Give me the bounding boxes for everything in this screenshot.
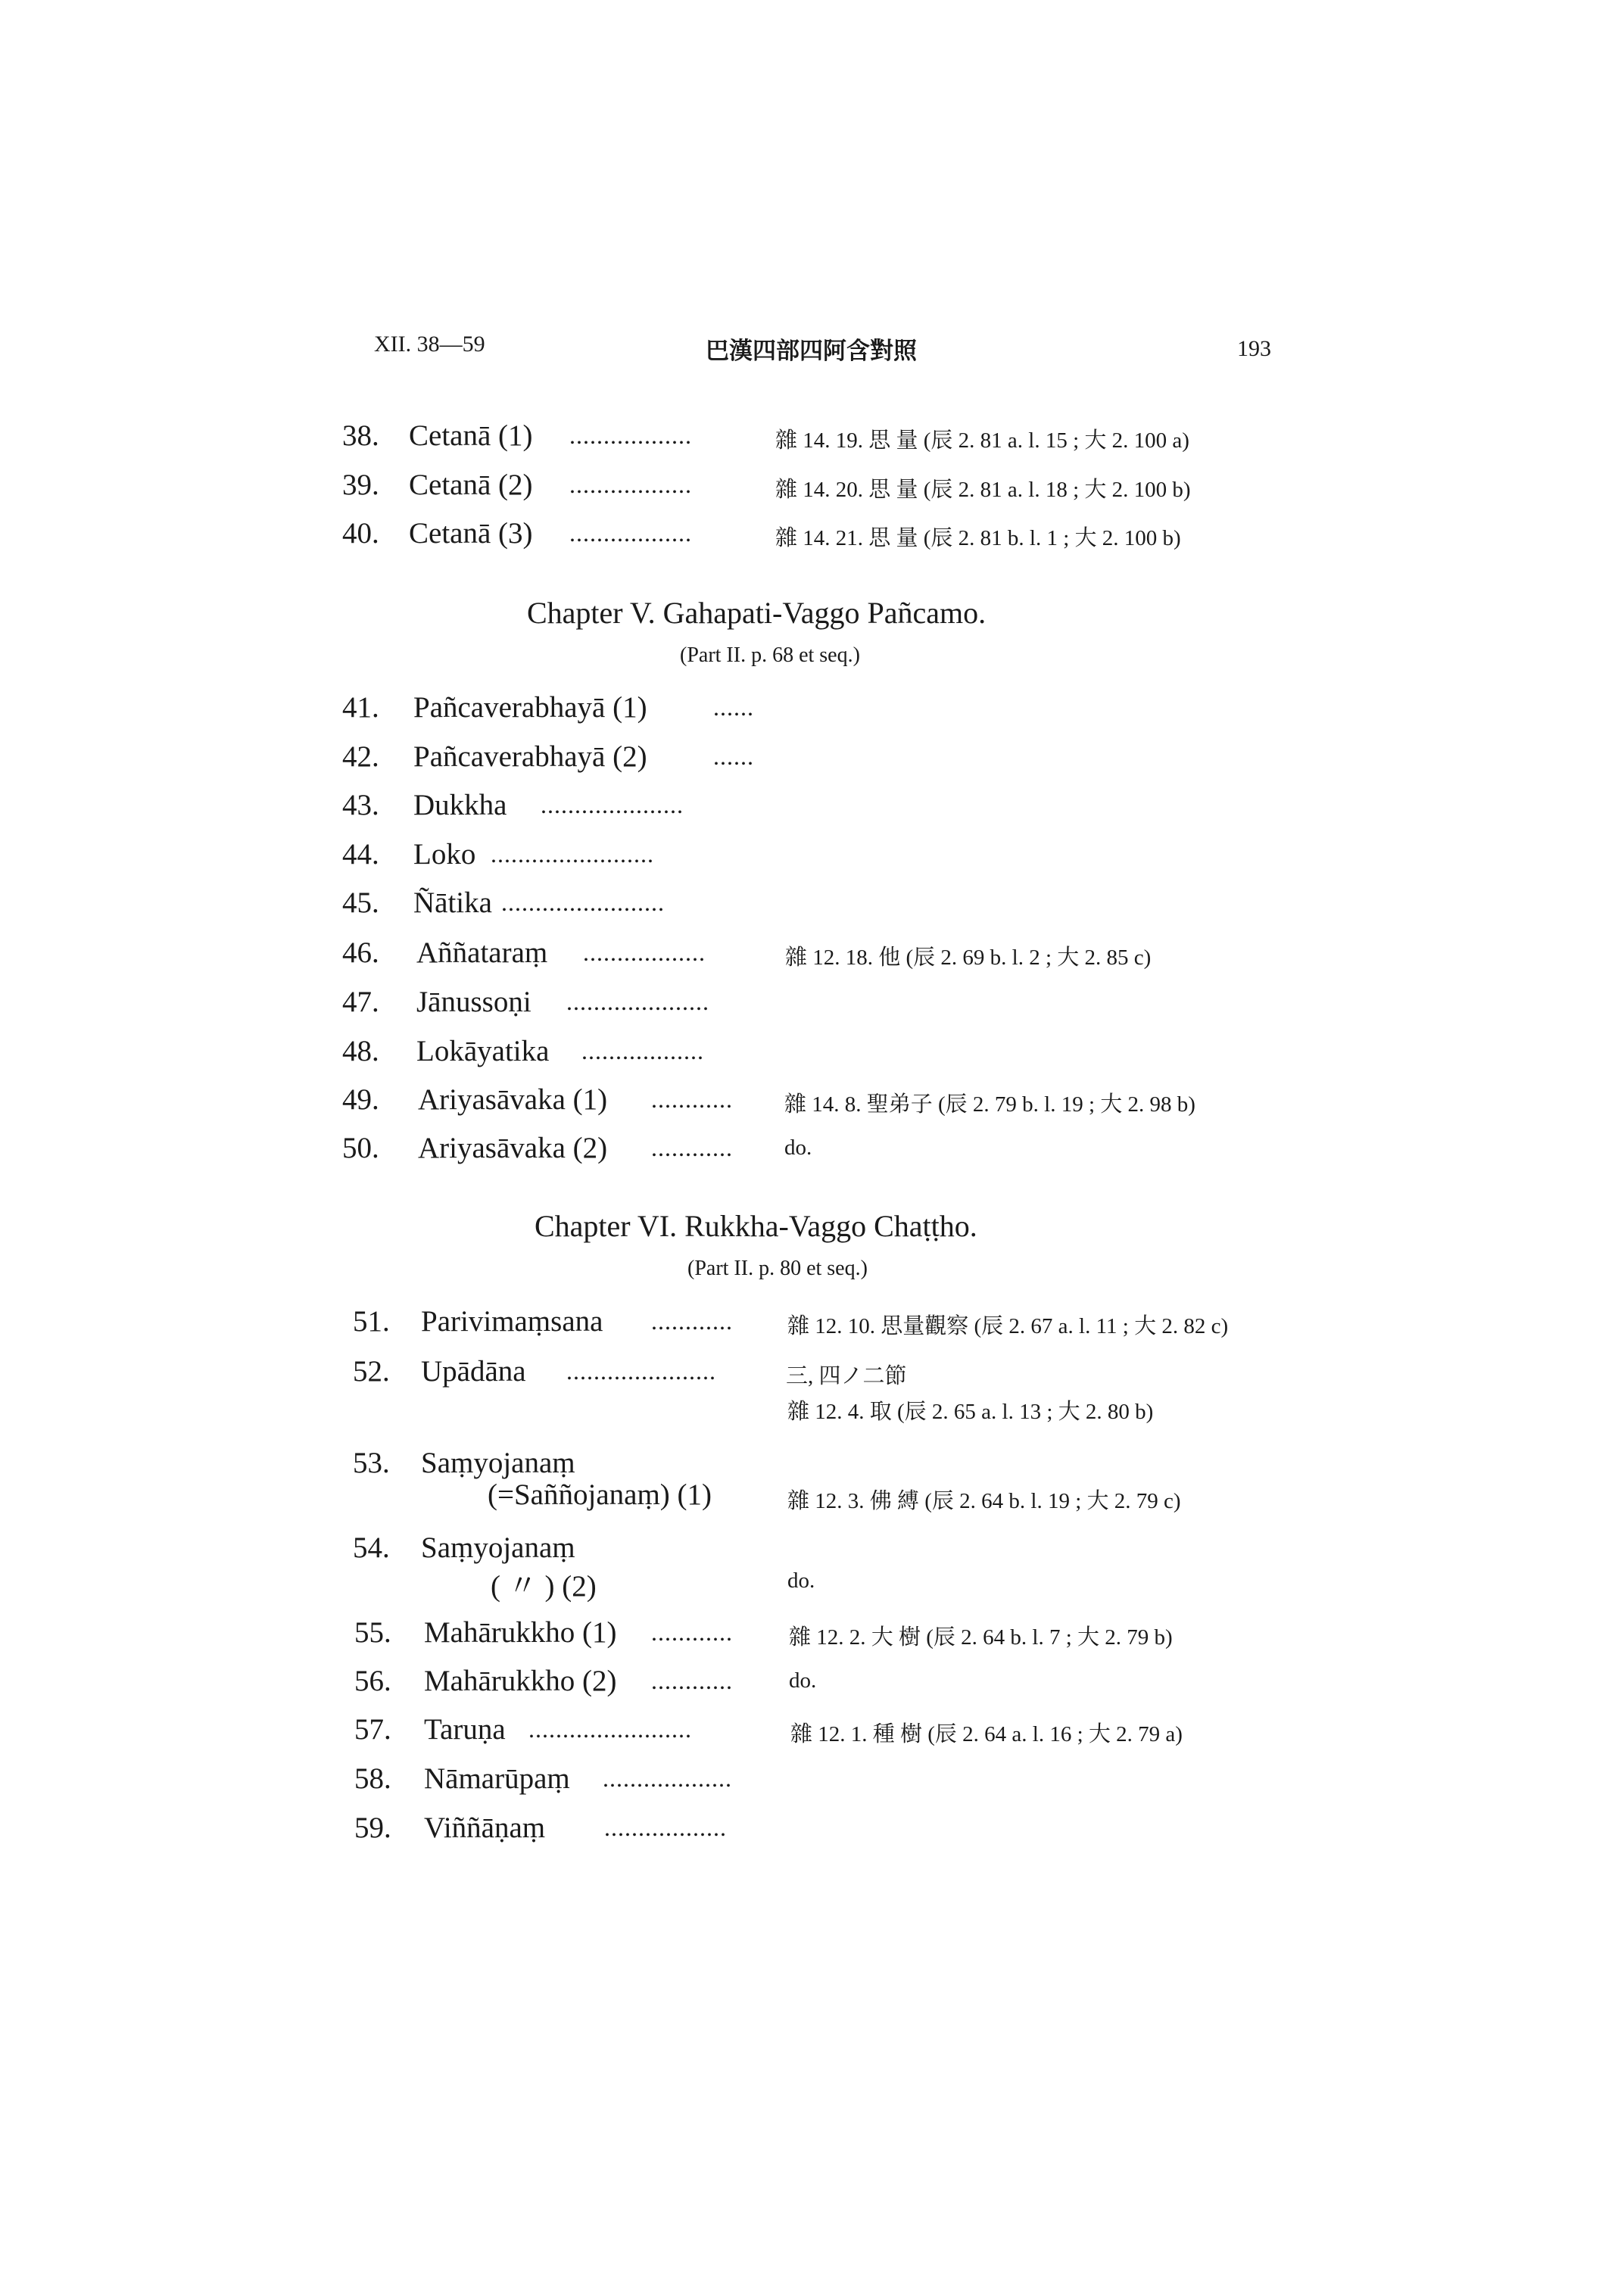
entry-name: Dukkha [413, 789, 507, 821]
entry-number: 39. [342, 469, 379, 501]
leader-dots: ........................ [528, 1715, 692, 1743]
leader-dots: ..................... [541, 791, 684, 818]
leader-dots: ................... [603, 1765, 732, 1792]
entry-name: Nāmarūpaṃ [424, 1762, 570, 1795]
entry-name: Ariyasāvaka (2) [418, 1132, 608, 1164]
leader-dots: ........................ [501, 889, 665, 916]
chapter-part-reference: (Part II. p. 80 et seq.) [687, 1257, 868, 1280]
entry-name: Saṃyojanaṃ [421, 1531, 575, 1564]
running-header-left: XII. 38—59 [374, 332, 485, 357]
leader-dots: ............ [651, 1134, 733, 1161]
entry-number: 49. [342, 1083, 379, 1116]
entry-reference: 雜 12. 1. 種 樹 (辰 2. 64 a. l. 16 ; 大 2. 79 a) [790, 1722, 1183, 1746]
entry-name: Upādāna [421, 1355, 526, 1388]
leader-dots: ............ [651, 1086, 733, 1113]
entry-number: 51. [353, 1305, 390, 1338]
entry-reference: do. [784, 1136, 812, 1160]
leader-dots: ...... [713, 743, 754, 770]
entry-number: 41. [342, 691, 379, 724]
leader-dots: ............ [651, 1618, 733, 1646]
entry-name-continued: (=Saññojanaṃ) (1) [488, 1478, 712, 1511]
entry-number: 38. [342, 419, 379, 452]
entry-number: 42. [342, 740, 379, 773]
entry-number: 46. [342, 936, 379, 969]
running-header-title: 巴漢四部四阿含對照 [706, 338, 917, 365]
entry-reference: 雜 14. 8. 聖弟子 (辰 2. 79 b. l. 19 ; 大 2. 98 b) [784, 1092, 1195, 1117]
chapter-part-reference: (Part II. p. 68 et seq.) [680, 643, 860, 667]
entry-name: Ariyasāvaka (1) [418, 1083, 608, 1116]
leader-dots: ..................... [566, 988, 709, 1015]
entry-name: Pañcaverabhayā (2) [413, 740, 647, 773]
entry-number: 52. [353, 1355, 390, 1388]
leader-dots: .................. [581, 1037, 704, 1064]
entry-reference-continued: 雜 12. 4. 取 (辰 2. 65 a. l. 13 ; 大 2. 80 b) [787, 1400, 1154, 1424]
entry-reference: 雜 12. 18. 他 (辰 2. 69 b. l. 2 ; 大 2. 85 c) [785, 946, 1152, 970]
entry-number: 59. [354, 1812, 391, 1844]
entry-name: Saṃyojanaṃ [421, 1447, 575, 1479]
leader-dots: ...................... [566, 1357, 716, 1385]
entry-reference: 雜 12. 10. 思量觀察 (辰 2. 67 a. l. 11 ; 大 2. 82 c) [787, 1314, 1229, 1338]
entry-reference: 雜 14. 19. 思 量 (辰 2. 81 a. l. 15 ; 大 2. 100 a) [775, 428, 1189, 453]
leader-dots: .................. [569, 519, 692, 547]
entry-name: Taruṇa [424, 1713, 506, 1746]
entry-number: 56. [354, 1665, 391, 1697]
entry-name: Cetanā (3) [409, 517, 533, 550]
entry-number: 44. [342, 838, 379, 871]
leader-dots: ........................ [491, 840, 654, 868]
leader-dots: .................. [569, 422, 692, 449]
entry-reference: do. [787, 1569, 815, 1593]
entry-number: 45. [342, 886, 379, 919]
entry-name: Cetanā (2) [409, 469, 533, 501]
entry-name: Viññāṇaṃ [424, 1812, 546, 1844]
entry-number: 47. [342, 986, 379, 1018]
entry-number: 50. [342, 1132, 379, 1164]
page-number: 193 [1237, 336, 1271, 361]
entry-number: 58. [354, 1762, 391, 1795]
entry-name: Aññataraṃ [416, 936, 548, 969]
leader-dots: ...... [713, 693, 754, 721]
entry-name-continued: ( 〃 ) (2) [491, 1570, 597, 1603]
entry-reference: 雜 12. 2. 大 樹 (辰 2. 64 b. l. 7 ; 大 2. 79 b) [789, 1625, 1173, 1650]
entry-name: Mahārukkho (1) [424, 1616, 617, 1649]
entry-number: 54. [353, 1531, 390, 1564]
entry-reference: 雜 14. 20. 思 量 (辰 2. 81 a. l. 18 ; 大 2. 100 b) [775, 478, 1191, 502]
entry-name: Jānussoṇi [416, 986, 531, 1018]
leader-dots: .................. [569, 471, 692, 498]
chapter-heading: Chapter VI. Rukkha-Vaggo Chaṭṭho. [535, 1209, 977, 1243]
entry-name: Mahārukkho (2) [424, 1665, 617, 1697]
leader-dots: ............ [651, 1307, 733, 1335]
entry-number: 57. [354, 1713, 391, 1746]
entry-name: Cetanā (1) [409, 419, 533, 452]
entry-reference: 三, 四ノ二節 [786, 1364, 907, 1388]
chapter-heading: Chapter V. Gahapati-Vaggo Pañcamo. [527, 596, 987, 630]
entry-reference: 雜 14. 21. 思 量 (辰 2. 81 b. l. 1 ; 大 2. 100 b) [775, 526, 1181, 550]
entry-number: 48. [342, 1035, 379, 1067]
entry-name: Loko [413, 838, 476, 871]
entry-number: 53. [353, 1447, 390, 1479]
entry-number: 55. [354, 1616, 391, 1649]
leader-dots: .................. [583, 939, 706, 966]
entry-reference: 雜 12. 3. 佛 縛 (辰 2. 64 b. l. 19 ; 大 2. 79 c) [787, 1489, 1181, 1513]
entry-name: Parivimaṃsana [421, 1305, 603, 1338]
entry-name: Lokāyatika [416, 1035, 550, 1067]
leader-dots: ............ [651, 1667, 733, 1694]
entry-number: 40. [342, 517, 379, 550]
entry-reference: do. [789, 1668, 817, 1693]
leader-dots: .................. [604, 1814, 727, 1841]
entry-name: Ñātika [413, 886, 492, 919]
entry-number: 43. [342, 789, 379, 821]
entry-name: Pañcaverabhayā (1) [413, 691, 647, 724]
